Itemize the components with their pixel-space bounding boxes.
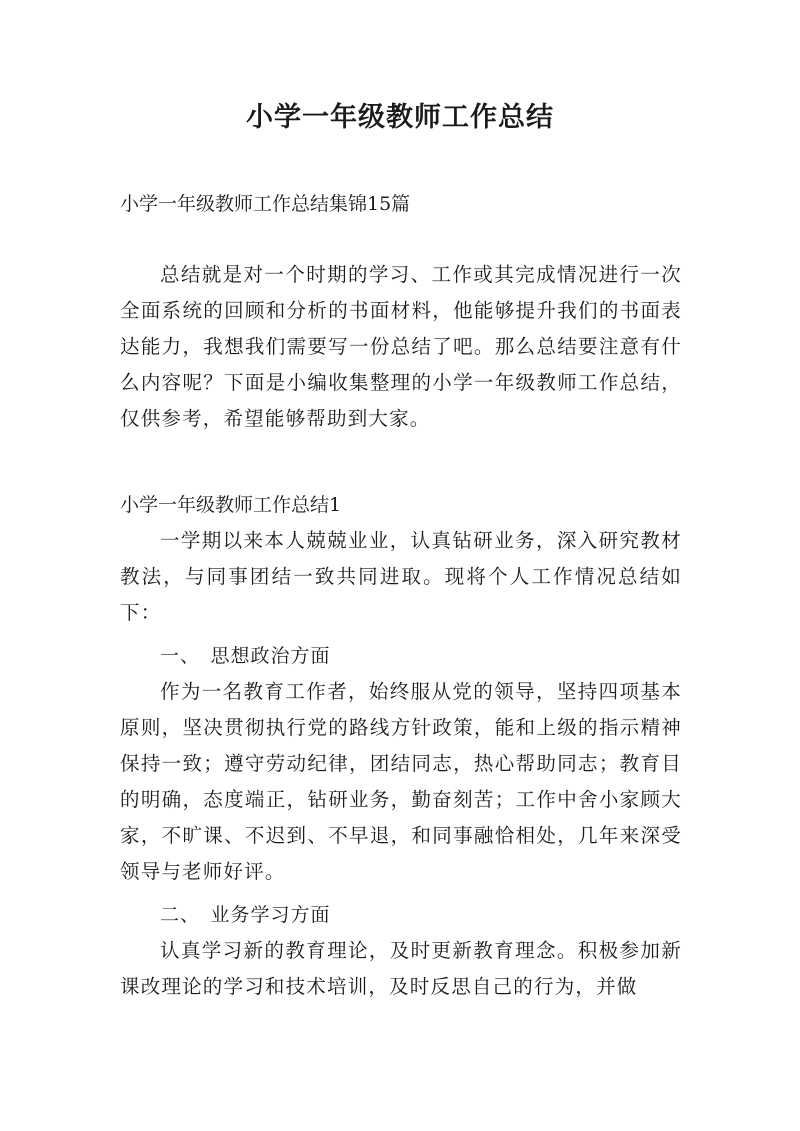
document-subtitle: 小学一年级教师工作总结集锦15篇 — [120, 193, 411, 215]
section-paragraph: 一学期以来本人兢兢业业，认真钻研业务，深入研究教材教法，与同事团结一致共同进取。现将个人工作情况总结如下： — [120, 529, 682, 624]
politics-paragraph: 作为一名教育工作者，始终服从党的领导，坚持四项基本原则，坚决贯彻执行党的路线方针政策，能和上级的指示精神保持一致；遵守劳动纪律，团结同志，热心帮助同志；教育目的明确，态度端正，钻研业务，勤奋刻苦；工作中舍小家顾大家，不旷课、不迟到、不早退，和同事融恰相处，几年来深受领导与老师好评。 — [120, 680, 682, 883]
document-title: 小学一年级教师工作总结 — [246, 102, 554, 133]
section-heading: 小学一年级教师工作总结1 — [120, 494, 342, 516]
intro-paragraph: 总结就是对一个时期的学习、工作或其完成情况进行一次全面系统的回顾和分析的书面材料，他能够提升我们的书面表达能力，我想我们需要写一份总结了吧。那么总结要注意有什么内容呢？下面是小编收集整理的小学一年级教师工作总结，仅供参考，希望能够帮助到大家。 — [120, 263, 682, 430]
subsection-heading-politics: 一、 思想政治方面 — [160, 645, 331, 667]
study-paragraph: 认真学习新的教育理论，及时更新教育理念。积极参加新课改理论的学习和技术培训，及时反思自己的行为，并做 — [120, 939, 682, 998]
subsection-heading-study: 二、 业务学习方面 — [160, 904, 331, 926]
